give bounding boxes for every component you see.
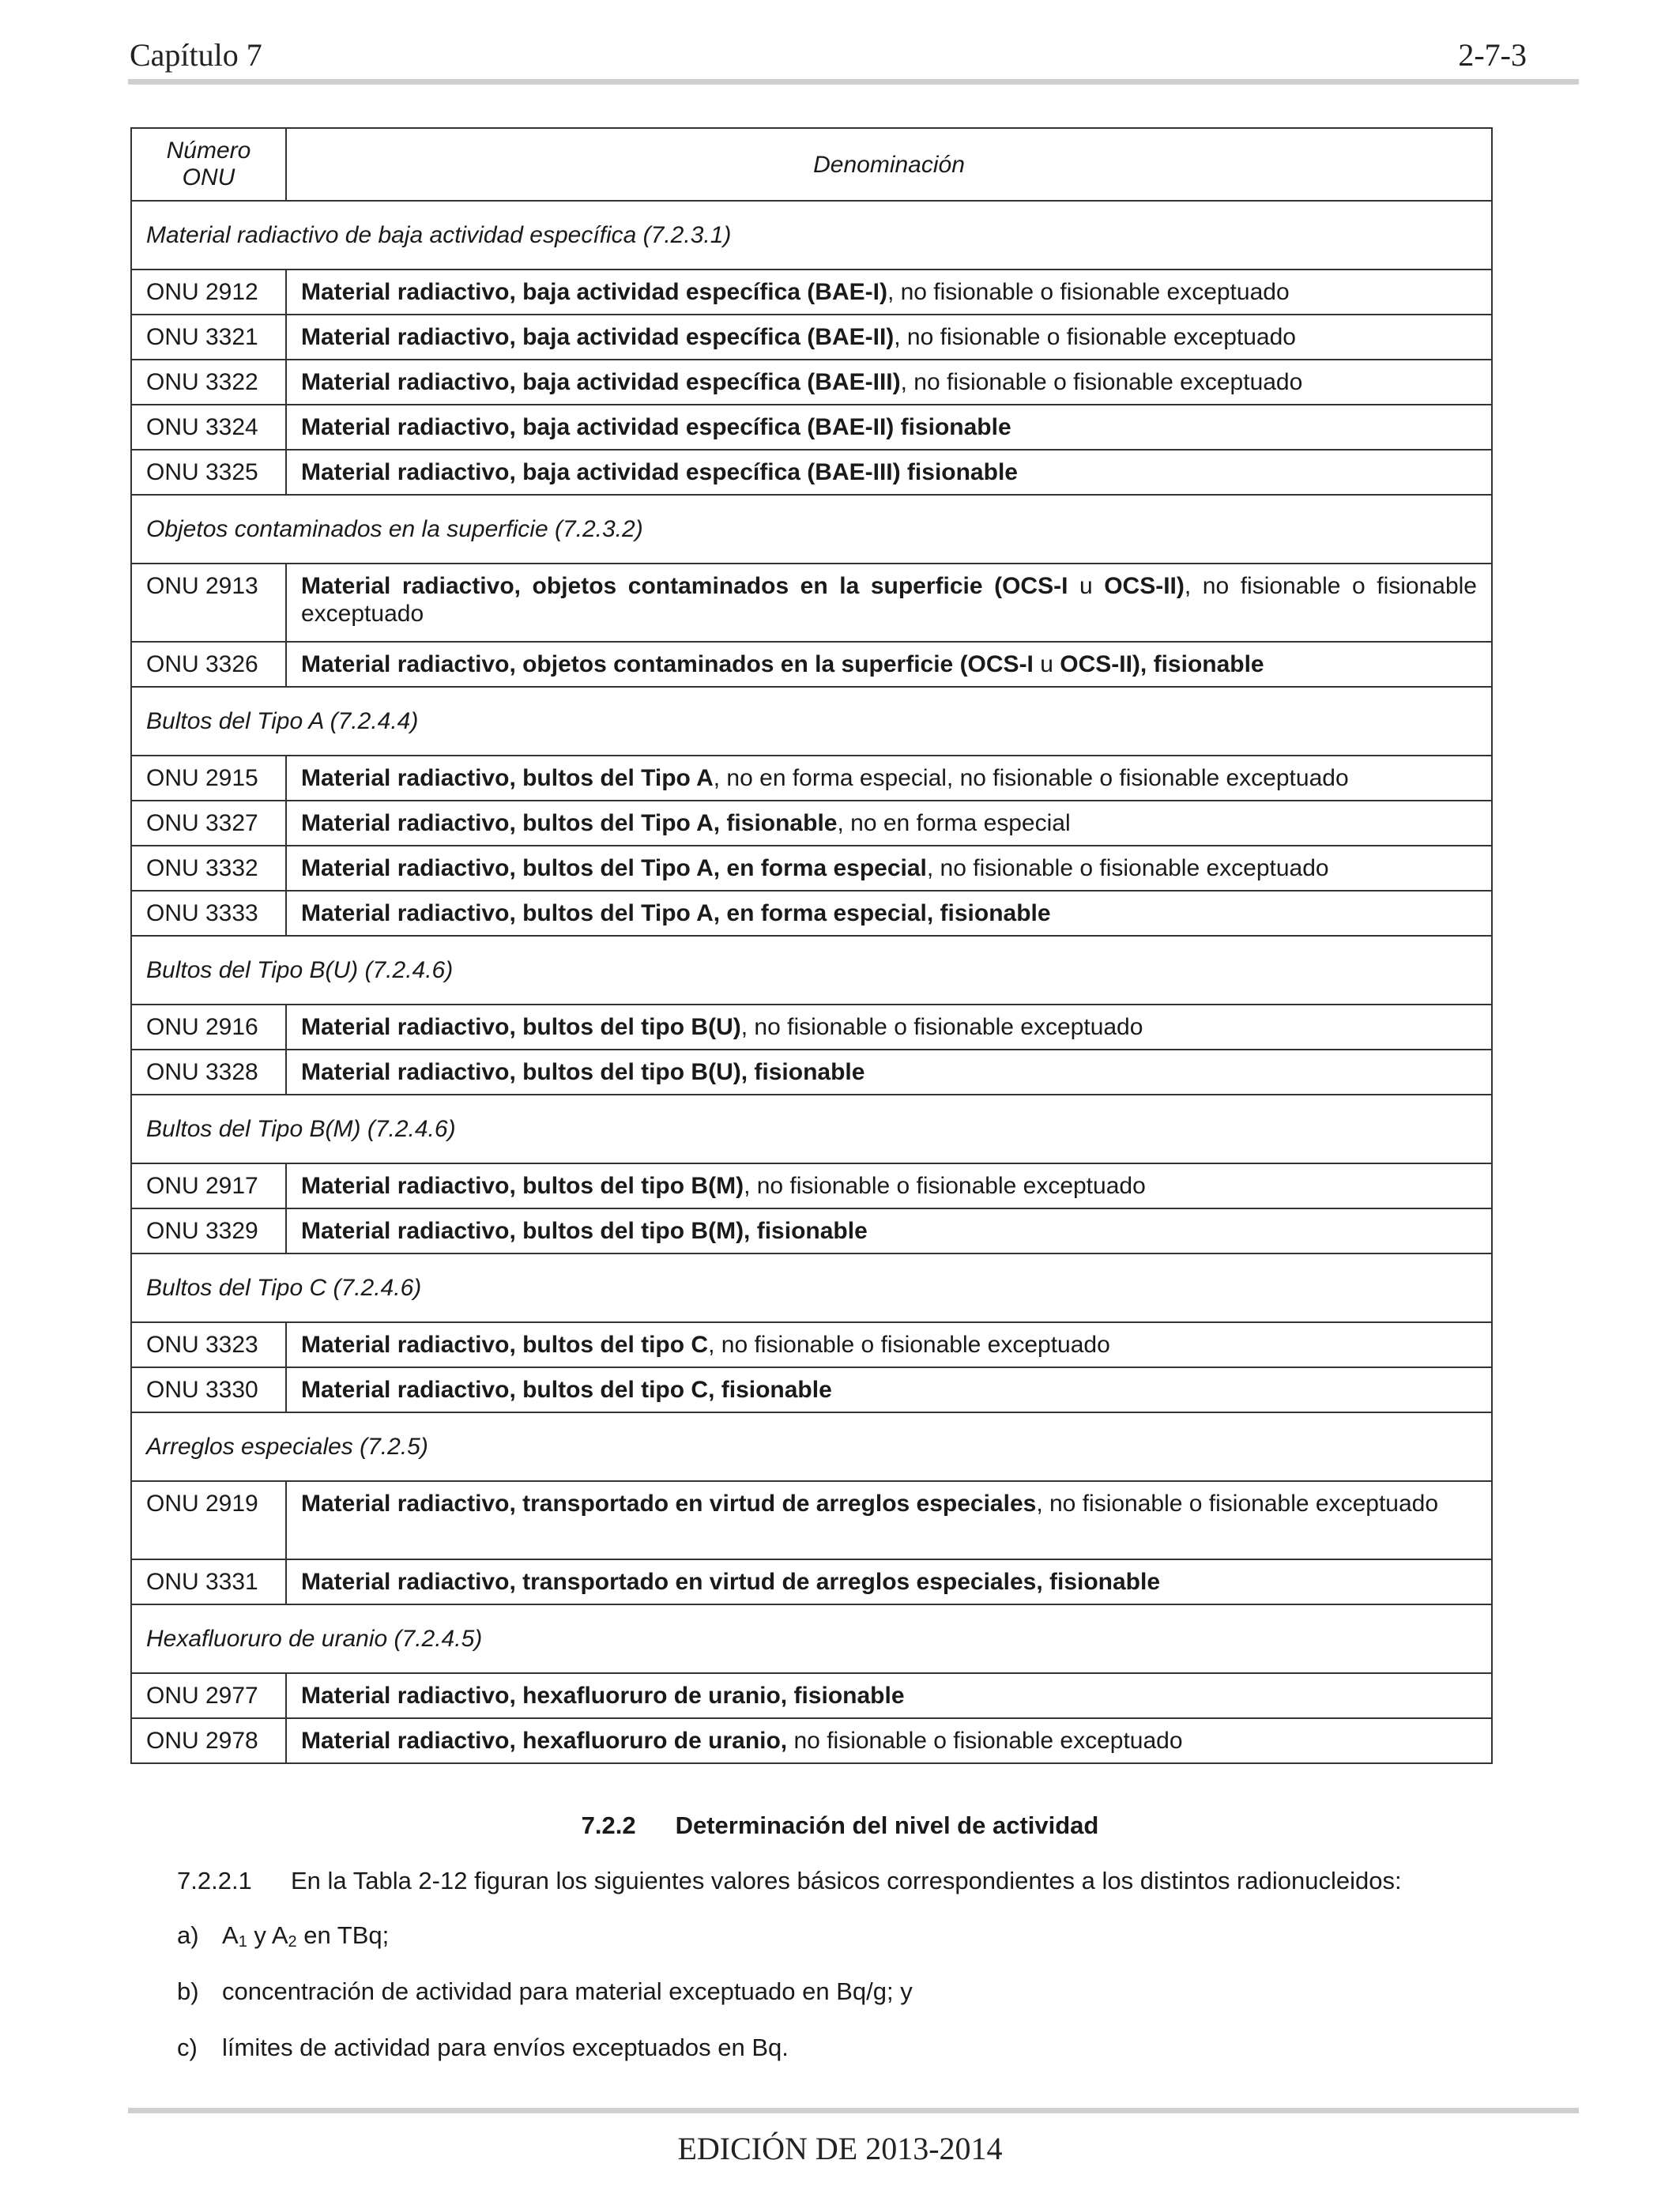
table-row bbox=[131, 1322, 1492, 1367]
chapter-label: Capítulo 7 bbox=[130, 37, 262, 73]
un-number-cell: ONU 3332 bbox=[131, 846, 286, 891]
designation-bold: Material radiactivo, baja actividad específica (BAE-II) bbox=[301, 324, 895, 350]
section-title: Determinación del nivel de actividad bbox=[675, 1811, 1099, 1839]
designation-bold: Material radiactivo, bultos del tipo C bbox=[301, 1332, 709, 1358]
section-title-cell: Arreglos especiales (7.2.5) bbox=[131, 1412, 1492, 1481]
table-row bbox=[131, 270, 1492, 315]
designation-cell bbox=[286, 846, 1492, 891]
designation-bold: Material radiactivo, bultos del tipo B(U), fisionable bbox=[301, 1059, 865, 1085]
designation-rest: , no fisionable o fisionable exceptuado bbox=[740, 1014, 1143, 1040]
un-number-cell: ONU 2917 bbox=[131, 1163, 286, 1208]
designation-cell bbox=[286, 1673, 1492, 1718]
designation-bold: Material radiactivo, transportado en virtud de arreglos especiales, fisionable bbox=[301, 1569, 1161, 1595]
un-number-cell: ONU 2913 bbox=[131, 564, 286, 642]
table-row bbox=[131, 1367, 1492, 1412]
table-section-row bbox=[131, 687, 1492, 756]
un-number-cell: ONU 2912 bbox=[131, 270, 286, 315]
designation-cell bbox=[286, 891, 1492, 936]
table-section-row bbox=[131, 1604, 1492, 1673]
page-number: 2-7-3 bbox=[1458, 37, 1527, 73]
table-row bbox=[131, 642, 1492, 687]
table-row bbox=[131, 360, 1492, 405]
un-number-cell: ONU 3326 bbox=[131, 642, 286, 687]
designation-cell bbox=[286, 270, 1492, 315]
designation-cell bbox=[286, 564, 1492, 642]
table-row bbox=[131, 756, 1492, 801]
paragraph-7221 bbox=[177, 1867, 1402, 1895]
table-row bbox=[131, 891, 1492, 936]
column-header-number-line2: ONU bbox=[182, 164, 235, 190]
list-item-c bbox=[177, 2034, 789, 2062]
section-title-cell: Hexafluoruro de uranio (7.2.4.5) bbox=[131, 1604, 1492, 1673]
designation-cell bbox=[286, 756, 1492, 801]
designation-cell bbox=[286, 1559, 1492, 1604]
designation-rest: , no fisionable o fisionable exceptuado bbox=[926, 855, 1329, 881]
un-number-cell: ONU 2919 bbox=[131, 1481, 286, 1559]
table-header-row bbox=[131, 128, 1492, 201]
designation-rest: , no fisionable o fisionable exceptuado bbox=[744, 1173, 1146, 1199]
table-body bbox=[131, 201, 1492, 1763]
table-row bbox=[131, 1481, 1492, 1559]
table-row bbox=[131, 1050, 1492, 1095]
table-row bbox=[131, 450, 1492, 495]
designation-bold-2: OCS-II), fisionable bbox=[1060, 651, 1264, 677]
table-section-row bbox=[131, 936, 1492, 1005]
designation-cell bbox=[286, 405, 1492, 450]
un-number-cell: ONU 3322 bbox=[131, 360, 286, 405]
designation-rest: , no en forma especial bbox=[837, 810, 1071, 836]
header-divider bbox=[128, 79, 1579, 85]
designation-bold: Material radiactivo, bultos del Tipo A, en forma especial bbox=[301, 855, 927, 881]
list-text-c: límites de actividad para envíos exceptuados en Bq. bbox=[222, 2034, 789, 2061]
table-row bbox=[131, 801, 1492, 846]
table-row bbox=[131, 1559, 1492, 1604]
designation-cell bbox=[286, 1163, 1492, 1208]
table-row bbox=[131, 1005, 1492, 1050]
designation-connector: u bbox=[1068, 573, 1105, 599]
designation-bold: Material radiactivo, hexafluoruro de uranio, bbox=[301, 1728, 788, 1754]
footer-divider bbox=[128, 2108, 1579, 2113]
designation-cell bbox=[286, 450, 1492, 495]
table-row bbox=[131, 1163, 1492, 1208]
designation-cell bbox=[286, 1481, 1492, 1559]
column-header-name: Denominación bbox=[286, 128, 1492, 201]
table-row bbox=[131, 315, 1492, 360]
table-row bbox=[131, 1718, 1492, 1763]
un-number-cell: ONU 3321 bbox=[131, 315, 286, 360]
table-row bbox=[131, 564, 1492, 642]
designation-cell bbox=[286, 1050, 1492, 1095]
designation-bold: Material radiactivo, bultos del Tipo A, fisionable bbox=[301, 810, 838, 836]
table-section-row bbox=[131, 1253, 1492, 1322]
column-header-number bbox=[131, 128, 286, 201]
designation-bold: Material radiactivo, bultos del tipo B(M), fisionable bbox=[301, 1218, 868, 1244]
section-title-cell: Bultos del Tipo B(U) (7.2.4.6) bbox=[131, 936, 1492, 1005]
designation-bold: Material radiactivo, objetos contaminados en la superficie (OCS-I bbox=[301, 651, 1034, 677]
list-item-a bbox=[177, 1921, 389, 1951]
designation-bold: Material radiactivo, transportado en virtud de arreglos especiales bbox=[301, 1491, 1037, 1517]
un-number-cell: ONU 3329 bbox=[131, 1208, 286, 1253]
section-title-cell: Material radiactivo de baja actividad específica (7.2.3.1) bbox=[131, 201, 1492, 270]
designation-cell bbox=[286, 642, 1492, 687]
un-number-cell: ONU 3328 bbox=[131, 1050, 286, 1095]
designation-bold-2: OCS-II) bbox=[1104, 573, 1185, 599]
un-number-cell: ONU 3324 bbox=[131, 405, 286, 450]
section-number: 7.2.2 bbox=[581, 1811, 636, 1839]
designation-cell bbox=[286, 315, 1492, 360]
un-number-cell: ONU 2915 bbox=[131, 756, 286, 801]
designation-cell bbox=[286, 1718, 1492, 1763]
designation-cell bbox=[286, 801, 1492, 846]
table-row bbox=[131, 1208, 1492, 1253]
designation-bold: Material radiactivo, bultos del tipo B(U) bbox=[301, 1014, 741, 1040]
column-header-number-line1: Número bbox=[166, 138, 251, 164]
designation-rest: , no fisionable o fisionable exceptuado bbox=[887, 279, 1290, 305]
designation-cell bbox=[286, 1367, 1492, 1412]
section-title-cell: Objetos contaminados en la superficie (7.2.3.2) bbox=[131, 495, 1492, 564]
page-footer: EDICIÓN DE 2013-2014 bbox=[677, 2131, 1003, 2166]
un-number-cell: ONU 3325 bbox=[131, 450, 286, 495]
designation-cell bbox=[286, 1322, 1492, 1367]
list-item-b bbox=[177, 1977, 913, 2006]
list-label-c: c) bbox=[177, 2034, 198, 2061]
list-text-a: $A_1$ y $A_2$ en TBq; bbox=[222, 1921, 390, 1951]
designation-bold: Material radiactivo, baja actividad específica (BAE-III) bbox=[301, 369, 901, 395]
un-number-cell: ONU 3333 bbox=[131, 891, 286, 936]
designation-bold: Material radiactivo, baja actividad específica (BAE-III) fisionable bbox=[301, 459, 1018, 485]
designation-rest: no fisionable o fisionable exceptuado bbox=[787, 1728, 1183, 1754]
section-title-cell: Bultos del Tipo A (7.2.4.4) bbox=[131, 687, 1492, 756]
list-label-b: b) bbox=[177, 1977, 199, 2005]
table-section-row bbox=[131, 1412, 1492, 1481]
table-row bbox=[131, 846, 1492, 891]
designation-rest: , no fisionable o fisionable exceptuado bbox=[1036, 1491, 1439, 1517]
paragraph-text: En la Tabla 2-12 figuran los siguientes valores básicos correspondientes a los distintos radionucleidos: bbox=[291, 1867, 1402, 1894]
designation-rest: , no en forma especial, no fisionable o fisionable exceptuado bbox=[713, 765, 1349, 791]
designation-rest: , no fisionable o fisionable exceptuado bbox=[708, 1332, 1110, 1358]
list-label-a: a) bbox=[177, 1921, 199, 1949]
section-title-cell: Bultos del Tipo B(M) (7.2.4.6) bbox=[131, 1095, 1492, 1163]
section-heading bbox=[0, 1811, 1680, 1840]
designation-bold: Material radiactivo, bultos del tipo C, fisionable bbox=[301, 1377, 832, 1403]
page-header bbox=[130, 30, 1550, 77]
table-row bbox=[131, 1673, 1492, 1718]
designation-bold: Material radiactivo, bultos del Tipo A bbox=[301, 765, 714, 791]
table-section-row bbox=[131, 201, 1492, 270]
table-section-row bbox=[131, 495, 1492, 564]
table-section-row bbox=[131, 1095, 1492, 1163]
un-number-cell: ONU 2977 bbox=[131, 1673, 286, 1718]
designation-bold: Material radiactivo, baja actividad específica (BAE-II) fisionable bbox=[301, 414, 1011, 440]
designation-bold: Material radiactivo, bultos del tipo B(M) bbox=[301, 1173, 744, 1199]
designation-rest: , no fisionable o fisionable exceptuado bbox=[900, 369, 1303, 395]
table-row bbox=[131, 405, 1492, 450]
list-text-b: concentración de actividad para material exceptuado en Bq/g; y bbox=[222, 1977, 913, 2005]
designation-rest: , no fisionable o fisionable exceptuado bbox=[894, 324, 1296, 350]
designation-bold: Material radiactivo, objetos contaminados en la superficie (OCS-I bbox=[301, 573, 1068, 599]
designation-bold: Material radiactivo, baja actividad específica (BAE-I) bbox=[301, 279, 887, 305]
paragraph-number: 7.2.2.1 bbox=[177, 1867, 252, 1894]
un-number-cell: ONU 3323 bbox=[131, 1322, 286, 1367]
un-number-cell: ONU 3331 bbox=[131, 1559, 286, 1604]
designation-cell bbox=[286, 1005, 1492, 1050]
designation-bold: Material radiactivo, bultos del Tipo A, en forma especial, fisionable bbox=[301, 900, 1051, 926]
un-number-cell: ONU 2978 bbox=[131, 1718, 286, 1763]
designation-rest: , no fisionable o fisionable exceptuado bbox=[301, 573, 1477, 627]
un-number-cell: ONU 3327 bbox=[131, 801, 286, 846]
un-number-cell: ONU 3330 bbox=[131, 1367, 286, 1412]
section-title-cell: Bultos del Tipo C (7.2.4.6) bbox=[131, 1253, 1492, 1322]
un-numbers-table bbox=[130, 127, 1493, 1764]
designation-cell bbox=[286, 360, 1492, 405]
designation-bold: Material radiactivo, hexafluoruro de uranio, fisionable bbox=[301, 1683, 905, 1709]
designation-cell bbox=[286, 1208, 1492, 1253]
un-number-cell: ONU 2916 bbox=[131, 1005, 286, 1050]
designation-connector: u bbox=[1033, 651, 1060, 677]
